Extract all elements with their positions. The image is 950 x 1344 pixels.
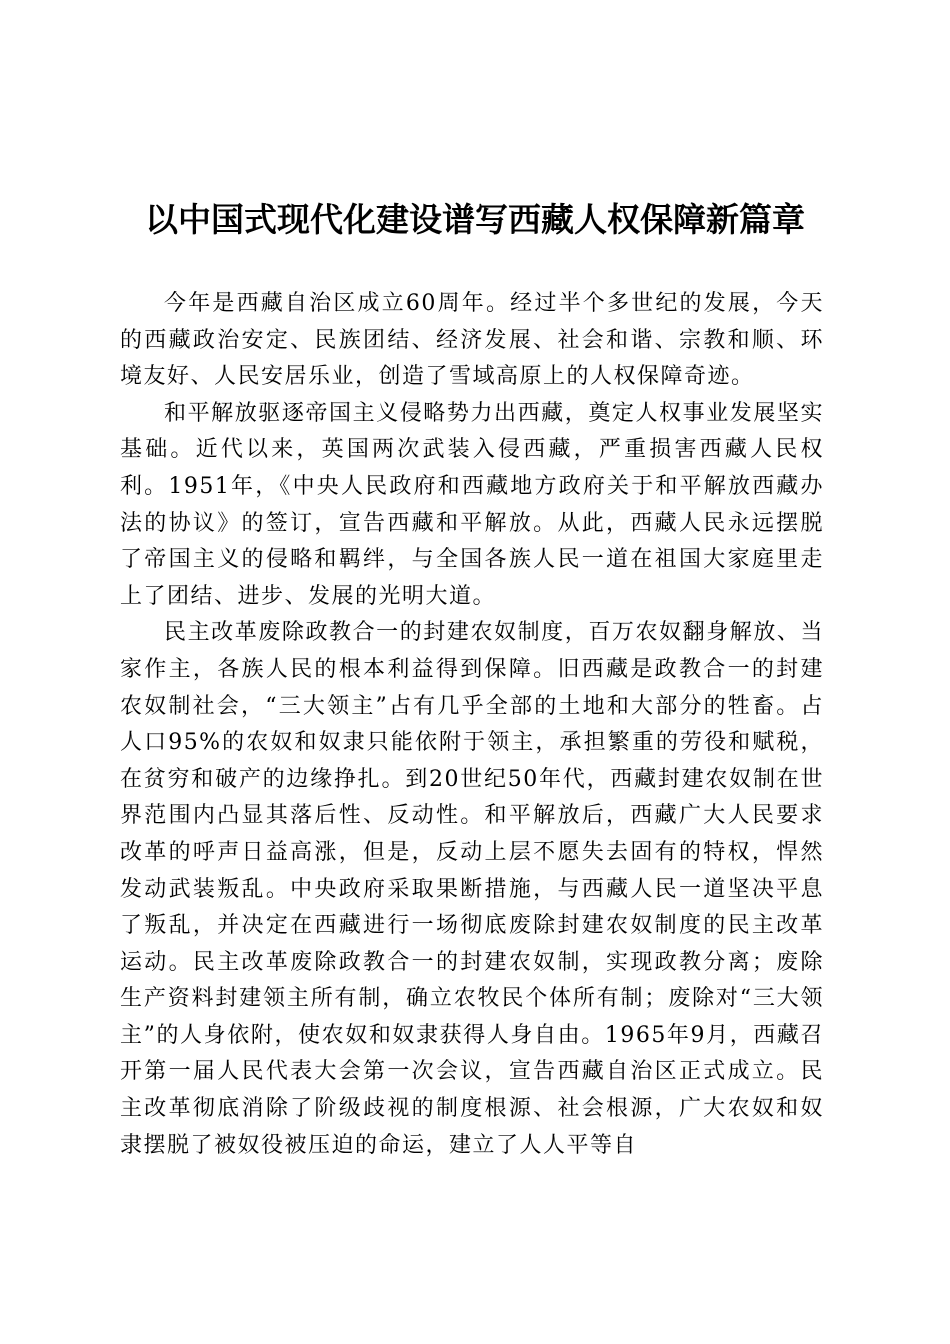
document-body [120,286,824,1164]
paragraph-3: 民主改革废除政教合一的封建农奴制度，百万农奴翻身解放、当家作主，各族人民的根本利益得到保障。旧西藏是政教合一的封建农奴制社会，“三大领主”占有几乎全部的土地和大部分的牲畜。占人口95%的农奴和奴隶只能依附于领主，承担繁重的劳役和赋税，在贫穷和破产的边缘挣扎。到20世纪50年代，西藏封建农奴制在世界范围内凸显其落后性、反动性。和平解放后，西藏广大人民要求改革的呼声日益高涨，但是，反动上层不愿失去固有的特权，悍然发动武装叛乱。中央政府采取果断措施，与西藏人民一道坚决平息了叛乱，并决定在西藏进行一场彻底废除封建农奴制度的民主改革运动。民主改革废除政教合一的封建农奴制，实现政教分离；废除生产资料封建领主所有制，确立农牧民个体所有制；废除对“三大领主”的人身依附，使农奴和奴隶获得人身自由。1965年9月，西藏召开第一届人民代表大会第一次会议，宣告西藏自治区正式成立。民主改革彻底消除了阶级歧视的制度根源、社会根源，广大农奴和奴隶摆脱了被奴役被压迫的命运，建立了人人平等自 [120,620,824,1158]
paragraph-2: 和平解放驱逐帝国主义侵略势力出西藏，奠定人权事业发展坚实基础。近代以来，英国两次武装入侵西藏，严重损害西藏人民权利。1951年，《中央人民政府和西藏地方政府关于和平解放西藏办法的协议》的签订，宣告西藏和平解放。从此，西藏人民永远摆脱了帝国主义的侵略和羁绊，与全国各族人民一道在祖国大家庭里走上了团结、进步、发展的光明大道。 [120,400,824,609]
paragraph-1: 今年是西藏自治区成立60周年。经过半个多世纪的发展，今天的西藏政治安定、民族团结、经济发展、社会和谐、宗教和顺、环境友好、人民安居乐业，创造了雪域高原上的人权保障奇迹。 [120,291,824,390]
document-title: 以中国式现代化建设谱写西藏人权保障新篇章 [145,200,805,239]
